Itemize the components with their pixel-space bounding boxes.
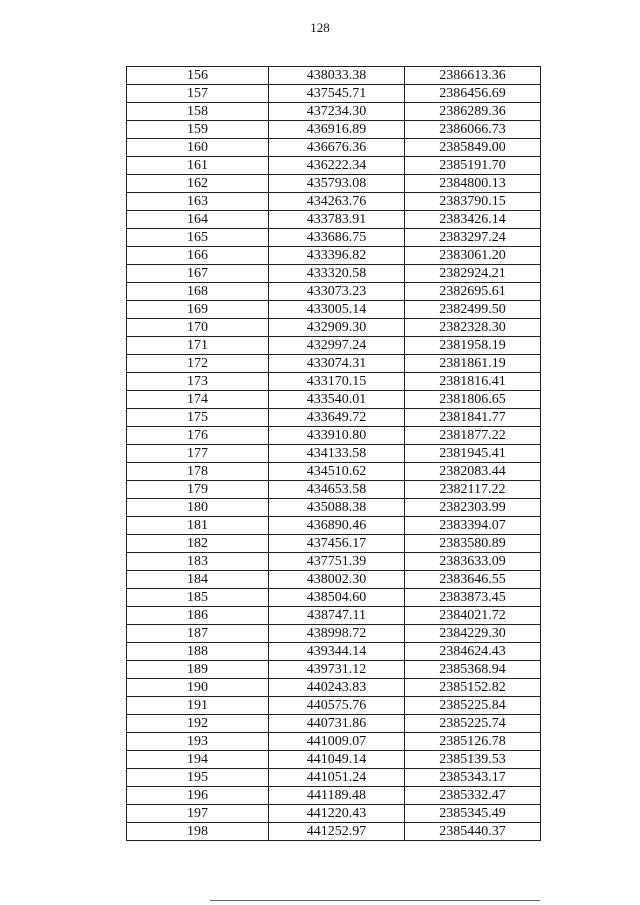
x-coordinate-cell: 435088.38 xyxy=(269,499,405,517)
y-coordinate-cell: 2385152.82 xyxy=(405,679,541,697)
x-coordinate-cell: 439344.14 xyxy=(269,643,405,661)
x-coordinate-cell: 438033.38 xyxy=(269,67,405,85)
point-number-cell: 195 xyxy=(127,769,269,787)
table-row xyxy=(127,823,541,841)
y-coordinate-cell: 2383061.20 xyxy=(405,247,541,265)
table-row xyxy=(127,661,541,679)
y-coordinate-cell: 2385225.84 xyxy=(405,697,541,715)
x-coordinate-cell: 436676.36 xyxy=(269,139,405,157)
point-number-cell: 173 xyxy=(127,373,269,391)
x-coordinate-cell: 436916.89 xyxy=(269,121,405,139)
x-coordinate-cell: 437234.30 xyxy=(269,103,405,121)
table-row xyxy=(127,571,541,589)
x-coordinate-cell: 441051.24 xyxy=(269,769,405,787)
table-row xyxy=(127,301,541,319)
coordinates-table-body xyxy=(127,67,541,841)
point-number-cell: 185 xyxy=(127,589,269,607)
bottom-divider xyxy=(210,900,540,901)
x-coordinate-cell: 435793.08 xyxy=(269,175,405,193)
table-row xyxy=(127,787,541,805)
y-coordinate-cell: 2382328.30 xyxy=(405,319,541,337)
point-number-cell: 169 xyxy=(127,301,269,319)
y-coordinate-cell: 2385440.37 xyxy=(405,823,541,841)
y-coordinate-cell: 2386289.36 xyxy=(405,103,541,121)
y-coordinate-cell: 2383394.07 xyxy=(405,517,541,535)
x-coordinate-cell: 441252.97 xyxy=(269,823,405,841)
x-coordinate-cell: 437545.71 xyxy=(269,85,405,103)
point-number-cell: 165 xyxy=(127,229,269,247)
point-number-cell: 170 xyxy=(127,319,269,337)
y-coordinate-cell: 2381877.22 xyxy=(405,427,541,445)
table-row xyxy=(127,607,541,625)
y-coordinate-cell: 2384229.30 xyxy=(405,625,541,643)
y-coordinate-cell: 2381816.41 xyxy=(405,373,541,391)
y-coordinate-cell: 2386613.36 xyxy=(405,67,541,85)
x-coordinate-cell: 432997.24 xyxy=(269,337,405,355)
point-number-cell: 189 xyxy=(127,661,269,679)
table-row xyxy=(127,553,541,571)
point-number-cell: 176 xyxy=(127,427,269,445)
point-number-cell: 187 xyxy=(127,625,269,643)
x-coordinate-cell: 433540.01 xyxy=(269,391,405,409)
point-number-cell: 172 xyxy=(127,355,269,373)
x-coordinate-cell: 434653.58 xyxy=(269,481,405,499)
point-number-cell: 162 xyxy=(127,175,269,193)
point-number-cell: 183 xyxy=(127,553,269,571)
table-row xyxy=(127,499,541,517)
point-number-cell: 158 xyxy=(127,103,269,121)
x-coordinate-cell: 433396.82 xyxy=(269,247,405,265)
table-row xyxy=(127,427,541,445)
point-number-cell: 171 xyxy=(127,337,269,355)
y-coordinate-cell: 2382924.21 xyxy=(405,265,541,283)
x-coordinate-cell: 439731.12 xyxy=(269,661,405,679)
table-row xyxy=(127,283,541,301)
table-row xyxy=(127,121,541,139)
x-coordinate-cell: 438998.72 xyxy=(269,625,405,643)
y-coordinate-cell: 2381841.77 xyxy=(405,409,541,427)
y-coordinate-cell: 2383790.15 xyxy=(405,193,541,211)
x-coordinate-cell: 437456.17 xyxy=(269,535,405,553)
page-number: 128 xyxy=(310,20,330,35)
x-coordinate-cell: 432909.30 xyxy=(269,319,405,337)
x-coordinate-cell: 440575.76 xyxy=(269,697,405,715)
x-coordinate-cell: 433686.75 xyxy=(269,229,405,247)
table-row xyxy=(127,391,541,409)
y-coordinate-cell: 2382083.44 xyxy=(405,463,541,481)
point-number-cell: 198 xyxy=(127,823,269,841)
y-coordinate-cell: 2382499.50 xyxy=(405,301,541,319)
point-number-cell: 196 xyxy=(127,787,269,805)
table-row xyxy=(127,373,541,391)
x-coordinate-cell: 441189.48 xyxy=(269,787,405,805)
table-row xyxy=(127,229,541,247)
y-coordinate-cell: 2381861.19 xyxy=(405,355,541,373)
y-coordinate-cell: 2385332.47 xyxy=(405,787,541,805)
y-coordinate-cell: 2383646.55 xyxy=(405,571,541,589)
y-coordinate-cell: 2385343.17 xyxy=(405,769,541,787)
table-row xyxy=(127,535,541,553)
coordinates-table xyxy=(126,66,541,841)
x-coordinate-cell: 438747.11 xyxy=(269,607,405,625)
point-number-cell: 179 xyxy=(127,481,269,499)
table-row xyxy=(127,247,541,265)
x-coordinate-cell: 433320.58 xyxy=(269,265,405,283)
point-number-cell: 180 xyxy=(127,499,269,517)
table-row xyxy=(127,157,541,175)
x-coordinate-cell: 441009.07 xyxy=(269,733,405,751)
table-row xyxy=(127,409,541,427)
y-coordinate-cell: 2383633.09 xyxy=(405,553,541,571)
point-number-cell: 192 xyxy=(127,715,269,733)
table-row xyxy=(127,733,541,751)
y-coordinate-cell: 2385225.74 xyxy=(405,715,541,733)
y-coordinate-cell: 2385139.53 xyxy=(405,751,541,769)
point-number-cell: 188 xyxy=(127,643,269,661)
table-row xyxy=(127,355,541,373)
y-coordinate-cell: 2386456.69 xyxy=(405,85,541,103)
x-coordinate-cell: 440731.86 xyxy=(269,715,405,733)
table-row xyxy=(127,319,541,337)
x-coordinate-cell: 433783.91 xyxy=(269,211,405,229)
y-coordinate-cell: 2386066.73 xyxy=(405,121,541,139)
x-coordinate-cell: 433005.14 xyxy=(269,301,405,319)
table-row xyxy=(127,463,541,481)
x-coordinate-cell: 433910.80 xyxy=(269,427,405,445)
table-row xyxy=(127,625,541,643)
x-coordinate-cell: 434133.58 xyxy=(269,445,405,463)
point-number-cell: 184 xyxy=(127,571,269,589)
y-coordinate-cell: 2381806.65 xyxy=(405,391,541,409)
point-number-cell: 175 xyxy=(127,409,269,427)
x-coordinate-cell: 433170.15 xyxy=(269,373,405,391)
x-coordinate-cell: 436222.34 xyxy=(269,157,405,175)
table-row xyxy=(127,697,541,715)
table-row xyxy=(127,589,541,607)
x-coordinate-cell: 434510.62 xyxy=(269,463,405,481)
y-coordinate-cell: 2385345.49 xyxy=(405,805,541,823)
point-number-cell: 167 xyxy=(127,265,269,283)
point-number-cell: 193 xyxy=(127,733,269,751)
point-number-cell: 168 xyxy=(127,283,269,301)
point-number-cell: 160 xyxy=(127,139,269,157)
table-row xyxy=(127,805,541,823)
table-row xyxy=(127,85,541,103)
x-coordinate-cell: 441049.14 xyxy=(269,751,405,769)
x-coordinate-cell: 437751.39 xyxy=(269,553,405,571)
point-number-cell: 161 xyxy=(127,157,269,175)
point-number-cell: 157 xyxy=(127,85,269,103)
y-coordinate-cell: 2383873.45 xyxy=(405,589,541,607)
point-number-cell: 190 xyxy=(127,679,269,697)
point-number-cell: 181 xyxy=(127,517,269,535)
y-coordinate-cell: 2384021.72 xyxy=(405,607,541,625)
x-coordinate-cell: 441220.43 xyxy=(269,805,405,823)
x-coordinate-cell: 433073.23 xyxy=(269,283,405,301)
table-row xyxy=(127,643,541,661)
y-coordinate-cell: 2384624.43 xyxy=(405,643,541,661)
y-coordinate-cell: 2382303.99 xyxy=(405,499,541,517)
y-coordinate-cell: 2382695.61 xyxy=(405,283,541,301)
y-coordinate-cell: 2383297.24 xyxy=(405,229,541,247)
table-row xyxy=(127,211,541,229)
point-number-cell: 182 xyxy=(127,535,269,553)
x-coordinate-cell: 434263.76 xyxy=(269,193,405,211)
y-coordinate-cell: 2382117.22 xyxy=(405,481,541,499)
point-number-cell: 174 xyxy=(127,391,269,409)
point-number-cell: 156 xyxy=(127,67,269,85)
table-row xyxy=(127,679,541,697)
point-number-cell: 197 xyxy=(127,805,269,823)
point-number-cell: 194 xyxy=(127,751,269,769)
table-row xyxy=(127,67,541,85)
y-coordinate-cell: 2385126.78 xyxy=(405,733,541,751)
table-row xyxy=(127,769,541,787)
point-number-cell: 163 xyxy=(127,193,269,211)
point-number-cell: 159 xyxy=(127,121,269,139)
table-row xyxy=(127,193,541,211)
table-row xyxy=(127,517,541,535)
y-coordinate-cell: 2385191.70 xyxy=(405,157,541,175)
table-row xyxy=(127,751,541,769)
y-coordinate-cell: 2385849.00 xyxy=(405,139,541,157)
y-coordinate-cell: 2381945.41 xyxy=(405,445,541,463)
table-row xyxy=(127,139,541,157)
table-row xyxy=(127,175,541,193)
point-number-cell: 191 xyxy=(127,697,269,715)
table-row xyxy=(127,445,541,463)
y-coordinate-cell: 2384800.13 xyxy=(405,175,541,193)
x-coordinate-cell: 438002.30 xyxy=(269,571,405,589)
table-row xyxy=(127,265,541,283)
x-coordinate-cell: 440243.83 xyxy=(269,679,405,697)
table-row xyxy=(127,481,541,499)
point-number-cell: 186 xyxy=(127,607,269,625)
table-row xyxy=(127,715,541,733)
x-coordinate-cell: 438504.60 xyxy=(269,589,405,607)
y-coordinate-cell: 2383580.89 xyxy=(405,535,541,553)
x-coordinate-cell: 433074.31 xyxy=(269,355,405,373)
point-number-cell: 166 xyxy=(127,247,269,265)
x-coordinate-cell: 436890.46 xyxy=(269,517,405,535)
point-number-cell: 177 xyxy=(127,445,269,463)
table-row xyxy=(127,337,541,355)
y-coordinate-cell: 2383426.14 xyxy=(405,211,541,229)
y-coordinate-cell: 2385368.94 xyxy=(405,661,541,679)
point-number-cell: 164 xyxy=(127,211,269,229)
y-coordinate-cell: 2381958.19 xyxy=(405,337,541,355)
point-number-cell: 178 xyxy=(127,463,269,481)
table-row xyxy=(127,103,541,121)
x-coordinate-cell: 433649.72 xyxy=(269,409,405,427)
